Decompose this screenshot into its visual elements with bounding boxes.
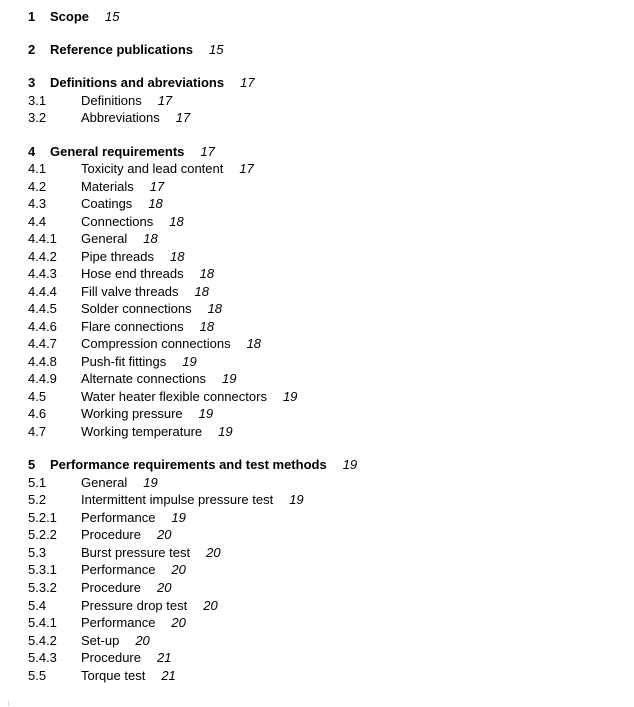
- toc-entry-page: 19: [198, 406, 214, 421]
- toc-entry-page: 20: [203, 598, 218, 613]
- toc-entry-number: 4.4.4: [28, 284, 57, 299]
- toc-entry-number: 4.7: [28, 424, 47, 439]
- toc-entry-title: Working temperature: [81, 424, 203, 439]
- toc-entry-page: 21: [161, 668, 176, 683]
- toc-entry-page: 18: [246, 336, 262, 351]
- toc-entry-page: 15: [209, 42, 224, 57]
- toc-entry-number: 4.2: [28, 179, 47, 194]
- toc-entry-page: 17: [239, 161, 254, 176]
- toc-entry-number: 5.3: [28, 545, 47, 560]
- toc-entry-number: 4.4.2: [28, 249, 57, 264]
- toc-entry-number: 2: [28, 42, 36, 57]
- toc-entry-title: Hose end threads: [81, 266, 184, 281]
- toc-entry-page: 17: [175, 110, 191, 125]
- toc-entry-page: 20: [206, 545, 221, 560]
- toc-entry-title: Water heater flexible connectors: [81, 389, 267, 404]
- text-cursor-mark: [8, 701, 9, 706]
- toc-entry-title: Burst pressure test: [81, 545, 191, 560]
- toc-entry-title: Reference publications: [50, 42, 194, 57]
- toc-entry-number: 4.4.5: [28, 301, 57, 316]
- toc-entry-title: Flare connections: [81, 319, 184, 334]
- toc-entry-title: Solder connections: [81, 301, 192, 316]
- toc-entry-number: 4.4.8: [28, 354, 57, 369]
- toc-entry-title: Definitions: [81, 93, 142, 108]
- toc-entry-number: 4.4.1: [28, 231, 57, 246]
- toc-entry-title: Pressure drop test: [81, 598, 188, 613]
- toc-entry-page: 19: [171, 510, 186, 525]
- toc-entry-number: 5.4.2: [28, 633, 57, 648]
- toc-entry-number: 3.2: [28, 110, 47, 125]
- toc-entry-number: 5.3.2: [28, 580, 57, 595]
- toc-entry-number: 5.2.1: [28, 510, 57, 525]
- toc-entry-title: Procedure: [81, 650, 141, 665]
- toc-entry-page: 20: [156, 580, 172, 595]
- toc-entry-title: Alternate connections: [81, 371, 207, 386]
- toc-entry-number: 5.4: [28, 598, 47, 613]
- toc-entry-number: 5.3.1: [28, 562, 57, 577]
- toc-entry-page: 18: [170, 249, 185, 264]
- toc-entry-page: 19: [182, 354, 197, 369]
- toc-entry-page: 18: [143, 231, 158, 246]
- toc-entry-page: 18: [194, 284, 210, 299]
- toc-entry-title: Set-up: [81, 633, 120, 648]
- toc-entry-number: 4.1: [28, 161, 47, 176]
- toc-entry-title: Scope: [50, 9, 90, 24]
- toc-entry-title: Fill valve threads: [81, 284, 179, 299]
- toc-entry-number: 4.3: [28, 196, 47, 211]
- toc-entry-page: 18: [199, 266, 215, 281]
- toc-entry-number: 4.4.3: [28, 266, 57, 281]
- toc-entry-title: General: [81, 475, 128, 490]
- toc-entry-page: 17: [157, 93, 173, 108]
- toc-entry-title: Abbreviations: [81, 110, 160, 125]
- toc-entry-page: 19: [342, 457, 358, 472]
- toc-entry-page: 20: [156, 527, 172, 542]
- toc-entry-page: 17: [200, 144, 215, 159]
- toc-entry-page: 18: [169, 214, 184, 229]
- toc-entry-number: 4.6: [28, 406, 47, 421]
- toc-entry-page: 20: [171, 615, 186, 630]
- toc-entry-page: 19: [143, 475, 158, 490]
- toc-entry-title: Coatings: [81, 196, 133, 211]
- toc-entry-number: 1: [28, 9, 36, 24]
- toc-entry-number: 5.2: [28, 492, 47, 507]
- toc-entry-number: 5.1: [28, 475, 47, 490]
- toc-entry-title: Push-fit fittings: [81, 354, 167, 369]
- toc-entry-number: 4.4: [28, 214, 47, 229]
- toc-entry-number: 4.4.6: [28, 319, 57, 334]
- toc-entry-title: Performance: [81, 510, 156, 525]
- toc-entry-page: 20: [135, 633, 150, 648]
- toc-entry-number: 4: [28, 144, 36, 159]
- toc-entry-number: 5.5: [28, 668, 47, 683]
- toc-entry-page: 18: [199, 319, 215, 334]
- toc-entry-title: Materials: [81, 179, 134, 194]
- toc-entry-number: 5.4.1: [28, 615, 57, 630]
- toc-entry-number: 5.4.3: [28, 650, 57, 665]
- toc-entry-number: 5: [28, 457, 36, 472]
- toc-entry-page: 17: [240, 75, 255, 90]
- toc-entry-title: Working pressure: [81, 406, 183, 421]
- toc-entry-title: General requirements: [50, 144, 185, 159]
- toc-entry-page: 19: [222, 371, 237, 386]
- toc-entry-page: 19: [282, 389, 298, 404]
- toc-entry-title: Torque test: [81, 668, 146, 683]
- toc-entry-page: 20: [171, 562, 186, 577]
- toc-entry-number: 3: [28, 75, 36, 90]
- toc-entry-page: 19: [289, 492, 304, 507]
- toc-entry-title: General: [81, 231, 128, 246]
- toc-entry-number: 4.5: [28, 389, 47, 404]
- toc-entry-title: Definitions and abreviations: [50, 75, 225, 90]
- toc-entry-page: 19: [218, 424, 233, 439]
- toc-entry-title: Performance: [81, 562, 156, 577]
- toc-entry-number: 4.4.7: [28, 336, 57, 351]
- toc-entry-title: Compression connections: [81, 336, 231, 351]
- toc-entry-page: 18: [207, 301, 223, 316]
- toc-entry-title: Toxicity and lead content: [81, 161, 224, 176]
- toc-entry-page: 18: [148, 196, 163, 211]
- toc-entry-title: Intermittent impulse pressure test: [81, 492, 274, 507]
- toc-entry-page: 15: [105, 9, 120, 24]
- toc-entry-title: Performance requirements and test methods: [50, 457, 327, 472]
- toc-entry-title: Pipe threads: [81, 249, 154, 264]
- toc-entry-title: Procedure: [81, 580, 141, 595]
- toc-entry-title: Connections: [81, 214, 154, 229]
- toc-entry-title: Procedure: [81, 527, 141, 542]
- toc-entry-page: 21: [156, 650, 172, 665]
- toc-entry-title: Performance: [81, 615, 156, 630]
- toc-entry-number: 3.1: [28, 93, 47, 108]
- toc-entry-page: 17: [149, 179, 165, 194]
- toc-entry-number: 5.2.2: [28, 527, 57, 542]
- toc-entry-number: 4.4.9: [28, 371, 57, 386]
